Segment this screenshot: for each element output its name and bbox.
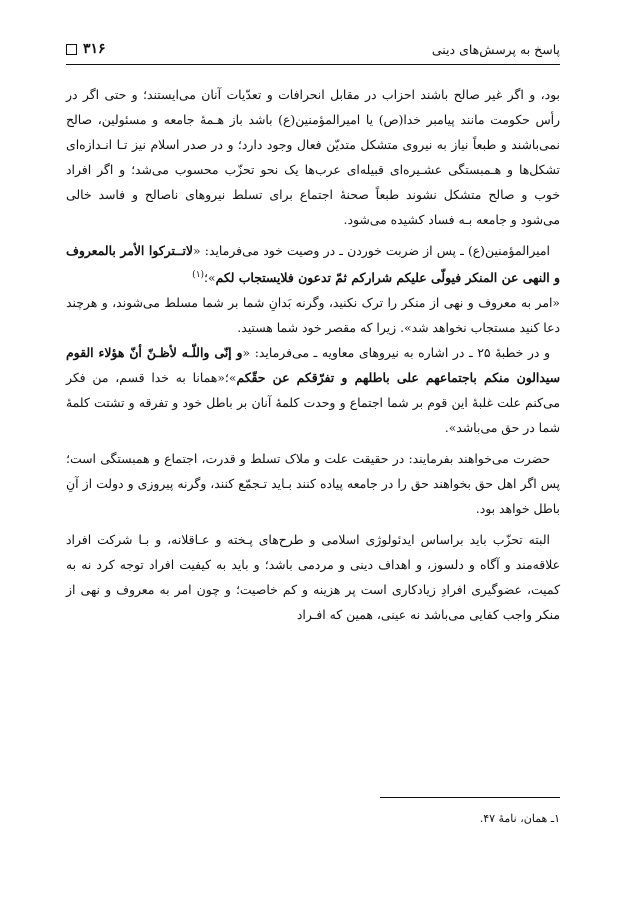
paragraph-3 <box>66 340 560 440</box>
hadith-quote: لاتــترکوا الأمر بالمعروف و النهی عن المنکر فیولّی علیکم شرارکم ثمّ تدعون فلایستجاب لکم <box>66 243 560 286</box>
sermon-quote: و إنّی واللّـه لأظـنّ أنّ هؤلاء القوم سیدالون منکم باجتماعهم علی باطلهم و تفرّقکم عن حقّکم <box>66 345 561 386</box>
paragraph-2-translation: «امر به معروف و نهی از منکر را ترک نکنید، وگرنه بَدانِ شما بر شما مسلط می‌شوند، و هرچند دعا کنید مستجاب نخواهد شد». زیرا که مقصر خود شما هستید. <box>66 295 560 336</box>
body-text <box>66 82 560 627</box>
page-number: ۳۱۶ <box>83 41 106 57</box>
footnote: ۱ـ همان، نامهٔ ۴۷. <box>479 812 560 825</box>
paragraph-1: بود، و اگر غیر صالح باشند احزاب در مقابل انحرافات و تعدّیات آنان می‌ایستند؛ و حتی اگر در رأس حکومت مانند پیامبر خدا(ص) یا امیرالمؤمنین(ع) باشد باز هـمهٔ جامعه و مسئولین، صالح نمی‌باشند و طبعاً نیاز به نیروی متشکل متدیّن فعال وجود دارد؛ و در صدر اسلام نیز تـا انـدازه‌ای تشکل‌ها و هـمبستگی عشـیره‌ای قبیله‌ای عرب‌ها یک نحو تحزّب محسوب می‌شد؛ و اگر افراد خوب و صالح متشکل نشوند طبعاً صحنهٔ اجتماع برای تسلط نیروهای ناصالح و فاسد خالی می‌شود و جامعه بـه فساد کشیده می‌شود. <box>66 87 560 227</box>
quote-close: »؛ <box>204 270 216 286</box>
header-rule <box>66 64 560 65</box>
footnote-rule <box>380 797 560 798</box>
square-ornament-icon <box>66 44 77 55</box>
paragraph-2 <box>66 238 560 290</box>
page-number-block <box>66 41 106 57</box>
paragraph-4: حضرت می‌خواهند بفرمایند: در حقیقت علت و ملاک تسلط و قدرت، اجتماع و همبستگی است؛ پس اگر اهل حق بخواهند حق را در جامعه پیاده کنند بـاید تـجمّع کنند، وگرنه پیروزی و دولت از آنِ باطل خواهد بود. <box>66 451 560 517</box>
paragraph-3-intro: و در خطبهٔ ۲۵ ـ در اشاره به نیروهای معاویه ـ می‌فرماید: « <box>242 345 550 361</box>
page-header <box>66 36 560 62</box>
paragraph-3-translation: «همانا به خدا قسم، من فکر می‌کنم علت غلبهٔ این قوم بر شما اجتماع و وحدت کلمهٔ آنان بر باطل خود و تفرقه و تشتت کلمهٔ شما در حق می‌باشد». <box>66 370 560 436</box>
paragraph-5: البته تحزّب باید براساس ایدئولوژی اسلامی و طرح‌های پـخته و عـاقلانه، و بـا شرکت افراد علاقه‌مند و آگاه و دلسوز، و اهداف دینی و مردمی باشد؛ و باید به کیفیت افراد توجه کرد نه به کمیت، عضوگیری افرادِ زیادکاری است پر هزینه و کم خاصیت؛ و چون امر به معروف و نهی از منکر واجب کفایی می‌باشد نه عینی، همین که افـراد <box>66 532 560 623</box>
quote-close: »؛ <box>224 370 237 386</box>
running-title: پاسخ به پرسش‌های دینی <box>431 41 560 57</box>
paragraph-2-intro: امیرالمؤمنین(ع) ـ پس از ضربت خوردن ـ در وصیت خود می‌فرماید: « <box>193 243 550 258</box>
footnote-reference[interactable]: (۱) <box>192 270 205 280</box>
